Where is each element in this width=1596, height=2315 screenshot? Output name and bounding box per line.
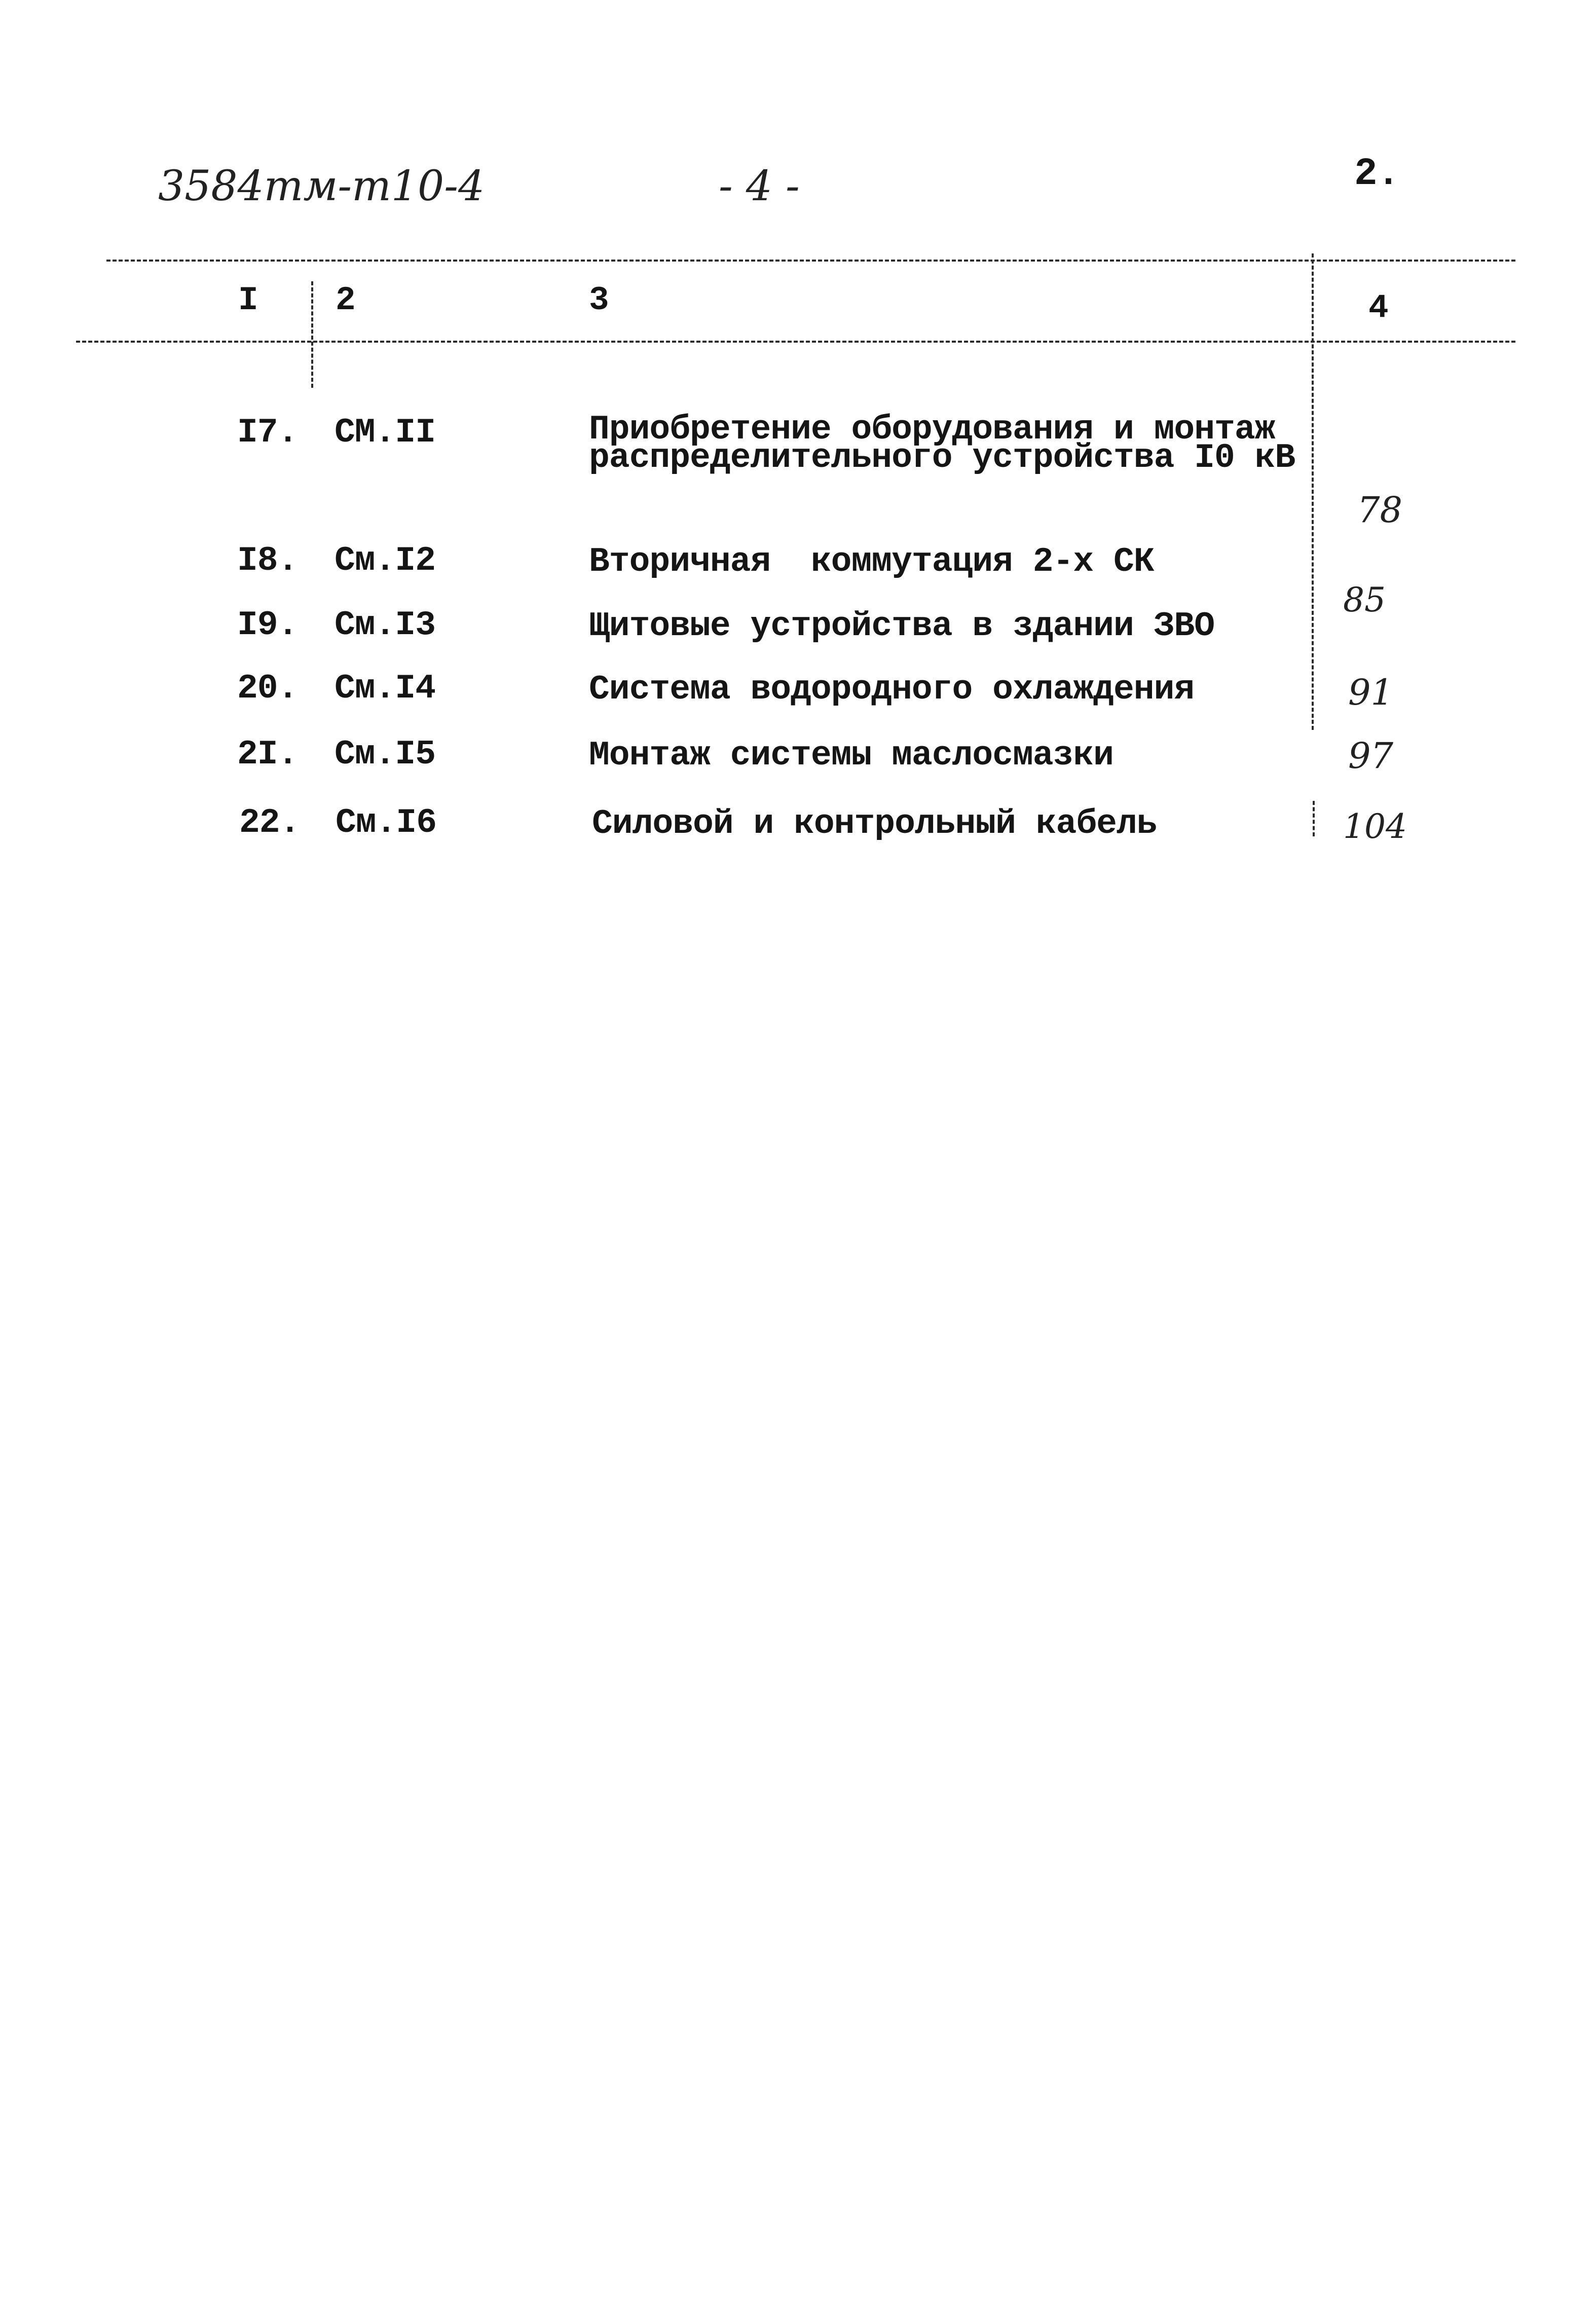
column-header-1: I (238, 281, 258, 319)
column-header-2: 2 (336, 281, 356, 319)
row-page: 91 (1348, 672, 1394, 713)
column-divider-3 (1312, 253, 1314, 730)
page-number: - 4 - (719, 162, 800, 210)
column-header-3: 3 (589, 281, 609, 319)
sheet-mark: 2. (1354, 152, 1400, 196)
row-page: 104 (1343, 807, 1407, 846)
document-code: 3584тм-т10-4 (158, 162, 485, 210)
row-description: Система водородного охлаждения (589, 670, 1195, 709)
row-reference: См.I3 (335, 606, 436, 645)
table-header-rule (76, 341, 1515, 343)
row-reference: См.I2 (335, 541, 436, 580)
row-reference: См.I4 (335, 669, 436, 708)
column-divider-1 (311, 281, 313, 388)
row-reference: См.I6 (336, 803, 437, 842)
row-page: 97 (1348, 735, 1394, 777)
row-reference: СМ.II (335, 413, 436, 452)
table-top-rule (106, 260, 1515, 262)
row-reference: См.I5 (335, 735, 436, 774)
row-number: I7. (237, 413, 298, 452)
row-description: Вторичная коммутация 2-х СК (589, 542, 1154, 581)
row-description: Щитовые устройства в здании ЗВО (589, 607, 1215, 646)
row-number: I9. (237, 606, 298, 645)
column-divider-3-lower (1313, 801, 1315, 836)
row-number: 22. (239, 803, 300, 842)
row-description-line-1: Приобретение оборудования и монтаж (589, 410, 1275, 449)
row-page: 85 (1343, 580, 1386, 619)
row-number: I8. (237, 541, 298, 580)
row-description: Силовой и контрольный кабель (592, 804, 1157, 843)
column-header-4: 4 (1368, 289, 1389, 327)
row-number: 2I. (237, 735, 298, 774)
row-page: 78 (1357, 489, 1403, 531)
row-description-line-2: распределительного устройства I0 кВ (589, 438, 1295, 477)
row-number: 20. (237, 669, 298, 708)
row-description: Монтаж системы маслосмазки (589, 736, 1114, 775)
